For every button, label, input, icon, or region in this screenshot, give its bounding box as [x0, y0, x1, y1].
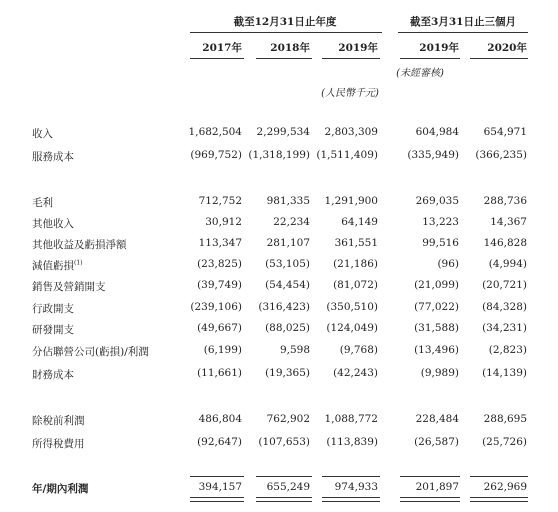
cell-2019: (1,511,409)	[316, 149, 378, 161]
cell-2020-q1: (34,231)	[482, 322, 527, 334]
table-row	[0, 344, 558, 358]
row-label: 服務成本	[32, 151, 74, 163]
group-header-annual: 截至12月31日止年度	[233, 16, 337, 28]
cell-2018: 9,598	[279, 344, 310, 356]
cell-2020-q1: (25,726)	[482, 436, 527, 448]
cell-2018: 981,335	[266, 195, 310, 207]
cell-2019-q1: 201,897	[415, 481, 459, 493]
table-row	[0, 258, 558, 272]
table-row	[0, 301, 558, 315]
cell-2019-q1: (31,588)	[414, 322, 459, 334]
cell-2017: 394,157	[198, 481, 242, 493]
cell-2017: (239,106)	[190, 301, 242, 313]
row-label: 除稅前利潤	[32, 415, 85, 427]
col-header-rule-2020-q1	[470, 58, 528, 59]
col-header-2019-q1: 2019年	[419, 42, 459, 54]
row-label: 所得稅費用	[32, 438, 85, 450]
footnote-marker: (1)	[74, 259, 83, 267]
cell-2017: (92,647)	[197, 436, 242, 448]
group-header-quarter: 截至3月31日止三個月	[410, 16, 516, 28]
table-row	[0, 279, 558, 293]
cell-2017: 113,347	[198, 237, 242, 249]
cell-2019-q1: 269,035	[415, 195, 459, 207]
cell-2017: (11,661)	[197, 367, 242, 379]
total-double-rule	[256, 497, 312, 502]
cell-2019: 1,291,900	[324, 195, 378, 207]
cell-2017: (49,667)	[197, 322, 242, 334]
cell-2019-q1: 604,984	[415, 126, 459, 138]
col-header-rule-2019	[322, 58, 380, 59]
col-header-2018: 2018年	[270, 42, 310, 54]
total-double-rule	[322, 497, 380, 502]
cell-2017: 1,682,504	[188, 126, 242, 138]
cell-2018: 762,902	[266, 413, 310, 425]
cell-2018: 2,299,534	[256, 126, 310, 138]
cell-2019: (350,510)	[326, 301, 378, 313]
cell-2020-q1: 146,828	[483, 237, 527, 249]
cell-2019: (81,072)	[333, 279, 378, 291]
cell-2018: 655,249	[266, 481, 310, 493]
table-row	[0, 195, 558, 209]
cell-2019-q1: (9,989)	[420, 367, 459, 379]
cell-2019: 2,803,309	[324, 126, 378, 138]
cell-2020-q1: (84,328)	[482, 301, 527, 313]
cell-2018: (19,365)	[265, 367, 310, 379]
cell-2019: (42,243)	[333, 367, 378, 379]
total-double-rule	[470, 497, 528, 502]
cell-2018: (1,318,199)	[248, 149, 310, 161]
cell-2019: (21,186)	[333, 258, 378, 270]
cell-2019-q1: (13,496)	[414, 344, 459, 356]
subtotal-rule	[470, 476, 528, 477]
row-label: 行政開支	[32, 303, 74, 315]
row-label	[32, 258, 83, 273]
cell-2019-q1: (96)	[437, 258, 459, 270]
cell-2020-q1: 654,971	[483, 126, 527, 138]
table-row	[0, 413, 558, 427]
cell-2020-q1: 14,367	[490, 216, 527, 228]
group-header-quarter-rule	[398, 32, 528, 33]
row-label: 財務成本	[32, 369, 74, 381]
cell-2018: (316,423)	[258, 301, 310, 313]
table-row	[0, 436, 558, 450]
cell-2020-q1: (4,994)	[488, 258, 527, 270]
subtotal-rule	[400, 476, 460, 477]
cell-2018: 22,234	[273, 216, 310, 228]
cell-2017: 712,752	[198, 195, 242, 207]
cell-2017: (969,752)	[190, 149, 242, 161]
subtotal-rule	[322, 476, 380, 477]
cell-2019: 361,551	[334, 237, 378, 249]
group-header-annual-rule	[190, 32, 382, 33]
unaudited-note: (未經審核)	[396, 68, 444, 79]
cell-2019-q1: 99,516	[422, 237, 459, 249]
table-row-total	[0, 481, 558, 495]
cell-2019-q1: (77,022)	[414, 301, 459, 313]
cell-2018: (54,454)	[265, 279, 310, 291]
total-double-rule	[190, 497, 244, 502]
currency-note: (人民幣千元)	[321, 88, 379, 99]
row-label: 研發開支	[32, 324, 74, 336]
table-row	[0, 126, 558, 140]
cell-2019-q1: 228,484	[415, 413, 459, 425]
cell-2020-q1: (20,721)	[482, 279, 527, 291]
cell-2020-q1: 262,969	[483, 481, 527, 493]
cell-2019: (113,839)	[326, 436, 378, 448]
col-header-rule-2018	[256, 58, 312, 59]
table-row	[0, 237, 558, 251]
cell-2019-q1: 13,223	[422, 216, 459, 228]
cell-2017: 30,912	[205, 216, 242, 228]
subtotal-rule	[190, 476, 244, 477]
cell-2017: (23,825)	[197, 258, 242, 270]
table-row	[0, 322, 558, 336]
row-label: 毛利	[32, 197, 53, 209]
row-label-text: 減值虧損	[32, 260, 74, 272]
col-header-2017: 2017年	[202, 42, 242, 54]
table-row	[0, 149, 558, 163]
row-label: 收入	[32, 128, 53, 140]
cell-2018: (53,105)	[265, 258, 310, 270]
cell-2018: (107,653)	[258, 436, 310, 448]
cell-2019: 64,149	[341, 216, 378, 228]
cell-2020-q1: 288,695	[483, 413, 527, 425]
table-row	[0, 216, 558, 230]
subtotal-rule	[256, 476, 312, 477]
row-label: 年/期內利潤	[32, 483, 89, 495]
cell-2020-q1: 288,736	[483, 195, 527, 207]
cell-2019: (124,049)	[326, 322, 378, 334]
col-header-2019: 2019年	[338, 42, 378, 54]
col-header-rule-2019-q1	[400, 58, 460, 59]
cell-2020-q1: (14,139)	[482, 367, 527, 379]
cell-2020-q1: (366,235)	[475, 149, 527, 161]
cell-2019: 1,088,772	[324, 413, 378, 425]
cell-2018: (88,025)	[265, 322, 310, 334]
row-label: 其他收入	[32, 218, 74, 230]
row-label: 其他收益及虧損淨額	[32, 239, 127, 251]
row-label: 分佔聯營公司(虧損)/利潤	[32, 346, 149, 358]
cell-2017: (39,749)	[197, 279, 242, 291]
cell-2017: (6,199)	[203, 344, 242, 356]
cell-2019: (9,768)	[339, 344, 378, 356]
total-double-rule	[400, 497, 460, 502]
cell-2019-q1: (21,099)	[414, 279, 459, 291]
col-header-rule-2017	[190, 58, 244, 59]
cell-2018: 281,107	[266, 237, 310, 249]
cell-2017: 486,804	[198, 413, 242, 425]
cell-2020-q1: (2,823)	[488, 344, 527, 356]
col-header-2020-q1: 2020年	[487, 42, 527, 54]
table-row	[0, 367, 558, 381]
cell-2019-q1: (26,587)	[414, 436, 459, 448]
cell-2019: 974,933	[334, 481, 378, 493]
row-label: 銷售及營銷開支	[32, 281, 106, 293]
cell-2019-q1: (335,949)	[407, 149, 459, 161]
